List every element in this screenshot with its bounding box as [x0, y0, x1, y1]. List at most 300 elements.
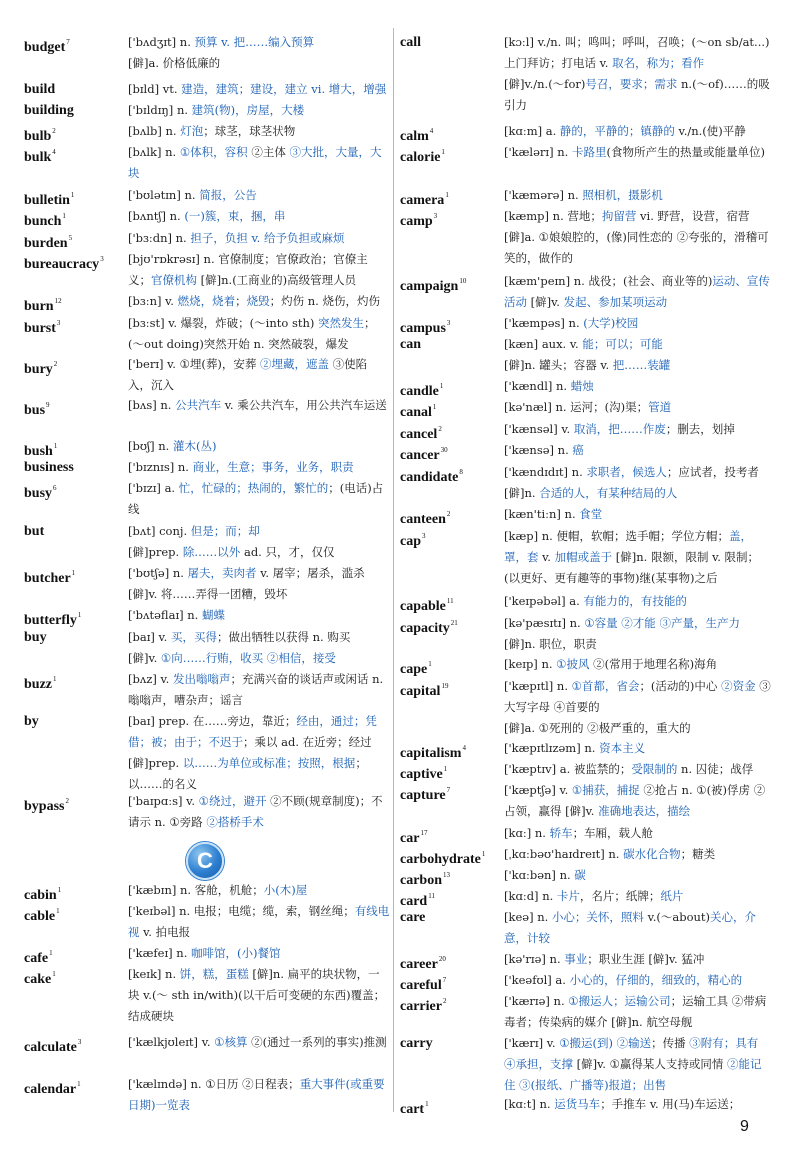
definition-text: ['kændl] n.	[504, 379, 571, 393]
headword-text: cancer	[400, 448, 440, 463]
definition	[128, 457, 390, 478]
definition-text: ；以……的名义	[128, 756, 367, 791]
headword	[400, 462, 463, 488]
headword-text: calorie	[400, 150, 441, 165]
headword-text: cafe	[24, 951, 49, 966]
definition-text: v. 屠宰；屠杀，滥杀 [僻]v. 将……弄得一团糟，毁坏	[128, 566, 365, 601]
key-meaning: ②埋藏，遮盖	[260, 357, 330, 371]
definition-text: [keɪp] n.	[504, 657, 557, 671]
frequency-count: 3	[422, 532, 426, 540]
frequency-count: 7	[66, 38, 70, 46]
definition	[504, 121, 772, 142]
headword	[24, 901, 60, 927]
definition	[504, 886, 772, 907]
key-meaning: 屠夫，卖肉者	[187, 566, 257, 580]
headword-text: camp	[400, 214, 433, 229]
definition	[504, 1094, 772, 1115]
headword-text: cap	[400, 534, 421, 549]
key-meaning: 合适的人，有某种结局的人	[539, 486, 678, 500]
headword-text: candidate	[400, 470, 459, 485]
key-meaning: 能；可以；可能	[582, 337, 663, 351]
definition	[128, 791, 390, 833]
frequency-count: 1	[441, 148, 445, 156]
headword-text: bury	[24, 362, 53, 377]
frequency-count: 9	[46, 401, 50, 409]
frequency-count: 6	[53, 484, 57, 492]
definition-text: ；糖类	[680, 847, 716, 861]
frequency-count: 1	[62, 212, 66, 220]
definition-text: [bɜːn] v.	[128, 294, 178, 308]
frequency-count: 11	[446, 597, 454, 605]
definition-text: ['kæpɪtl] n.	[504, 679, 572, 693]
definition-text: ，名片；纸牌；	[579, 889, 661, 903]
page-number: 9	[740, 1118, 749, 1135]
definition	[128, 142, 390, 184]
key-meaning: ①体积，容积	[179, 145, 248, 159]
key-meaning: 拘留营	[601, 209, 637, 223]
definition-text: ad. 只，才，仅仅	[240, 545, 335, 559]
headword	[400, 32, 421, 53]
frequency-count: 4	[429, 127, 434, 135]
frequency-count: 2	[442, 997, 447, 1005]
frequency-count: 7	[442, 976, 447, 984]
definition-text: [kɔːl] v./n. 叫；鸣叫；呼叫，召唤；(～on sb/at...)上门拜访；打电话 v.	[504, 35, 770, 70]
definition	[128, 880, 390, 901]
definition	[128, 121, 390, 142]
definition-text: ；乘以 ad. 在近旁；经过 [僻]prep.	[128, 735, 372, 770]
definition	[504, 654, 772, 675]
definition-text: ['kælɪndə] n. ①日历 ②日程表；	[128, 1077, 300, 1091]
key-meaning: 蝴蝶	[202, 608, 225, 622]
key-meaning: 盖，罩，套	[504, 529, 752, 564]
headword-text: bulletin	[24, 193, 70, 208]
definition	[128, 100, 390, 121]
definition-text: ；手推车 v. 用(马)车运送；	[600, 1097, 741, 1111]
headword-text: butterfly	[24, 613, 77, 628]
headword-text: campaign	[400, 279, 459, 294]
frequency-count: 11	[428, 892, 435, 900]
definition-text: n. 囚徒；战俘	[677, 762, 754, 776]
key-meaning: ③附有；具有 ④承担，支撑	[504, 1036, 759, 1071]
key-meaning: ①捕获，捕捉	[571, 783, 640, 797]
definition	[128, 228, 390, 249]
definition	[504, 613, 772, 655]
frequency-count: 3	[433, 212, 438, 220]
headword	[400, 526, 426, 552]
key-meaning: 公共汽车	[175, 398, 222, 412]
key-meaning: 经由，通过；凭借；被；由于；不迟于	[128, 714, 377, 749]
definition-text: [僻]v.	[128, 651, 161, 665]
key-meaning: 忙，忙碌的；热闹的，繁忙的	[178, 481, 329, 495]
definition-text: ['kæptʃə] v.	[504, 783, 572, 797]
definition-text: ['bʊlətɪn] n.	[128, 188, 200, 202]
definition-text: [kə'rɪə] n.	[504, 952, 565, 966]
key-meaning: 但是；而；却	[190, 524, 260, 538]
headword	[24, 313, 60, 339]
definition-text: ['kæfeɪ] n.	[128, 946, 192, 960]
definition-text: [僻]n. 罐头；容器 v.	[504, 358, 613, 372]
definition	[128, 79, 390, 100]
definition	[504, 865, 772, 886]
definition-text: [bʌntʃ] n.	[128, 209, 185, 223]
definition	[128, 436, 390, 457]
definition	[128, 478, 390, 520]
headword-text: camera	[400, 193, 445, 208]
definition	[128, 711, 390, 795]
frequency-count: 4	[52, 148, 56, 156]
key-meaning: ②资金	[721, 679, 756, 693]
key-meaning: 燃烧，烧着	[177, 294, 236, 308]
section-letter-badge: C	[186, 842, 224, 880]
headword-text: carbohydrate	[400, 852, 481, 867]
definition-text: ；灼伤 n. 烧伤，灼伤	[269, 294, 380, 308]
definition-text: ['keɪpəbəl] a.	[504, 594, 584, 608]
headword	[400, 780, 450, 806]
definition-text: ['keɪbəl] n. 电报；电缆；缆，索，钢丝绳；	[128, 904, 355, 918]
definition-text: v. 拍电报	[139, 925, 191, 939]
headword	[24, 1032, 81, 1058]
headword-text: candle	[400, 384, 439, 399]
definition-text: ③大写字母 ④首要的	[504, 679, 771, 714]
frequency-count: 1	[481, 850, 486, 858]
headword-text: campus	[400, 321, 446, 336]
definition-text: [僻]prep.	[128, 545, 183, 559]
frequency-count: 21	[450, 619, 458, 627]
definition	[504, 419, 772, 440]
definition	[504, 991, 772, 1033]
key-meaning: ①搬运(到) ②输送	[559, 1036, 652, 1050]
definition-text: v.	[538, 550, 555, 564]
definition-text: ['keəfʊl] a.	[504, 973, 570, 987]
definition-text: ；传播	[651, 1036, 690, 1050]
definition	[504, 440, 772, 461]
headword-text: bus	[24, 403, 46, 418]
key-meaning: 卡片	[556, 889, 580, 903]
headword	[24, 142, 56, 168]
headword	[400, 1033, 433, 1054]
frequency-count: 3	[77, 1038, 82, 1046]
definition-text: ；(电话)占线	[128, 481, 384, 516]
headword-text: by	[24, 714, 39, 729]
definition-text: ；职业生涯 [僻]v. 猛冲	[587, 952, 705, 966]
headword-text: build	[24, 82, 56, 97]
definition	[128, 291, 390, 312]
frequency-count: 2	[65, 797, 69, 805]
definition-text: [kæn'tiːn] n.	[504, 507, 580, 521]
definition-text: ['bʌtəflaɪ] n.	[128, 608, 202, 622]
definition-text: [bʌz] v.	[128, 672, 173, 686]
key-meaning: 除……以外	[182, 545, 241, 559]
headword	[24, 563, 75, 589]
definition-text: ；	[235, 294, 247, 308]
frequency-count: 1	[49, 949, 53, 957]
headword-text: cart	[400, 1102, 425, 1117]
definition	[128, 605, 390, 626]
headword	[400, 991, 446, 1017]
frequency-count: 1	[70, 191, 75, 199]
definition	[504, 591, 772, 612]
definition-text: [僻]a. 价格低廉的	[128, 56, 221, 70]
frequency-count: 2	[53, 360, 58, 368]
definition	[128, 964, 390, 1027]
key-meaning: 发出嗡嗡声	[173, 672, 231, 686]
key-meaning: (大学)校园	[583, 316, 639, 330]
definition-text: [baɪ] prep. 在……旁边，靠近；	[128, 714, 297, 728]
headword-text: canteen	[400, 512, 446, 527]
frequency-count: 1	[77, 1080, 81, 1088]
headword-text: care	[400, 910, 426, 925]
key-meaning: ①绕过，避开	[198, 794, 267, 808]
key-meaning: ①向……行贿，收买 ②相信，接受	[160, 651, 336, 665]
definition-text: ②不顾(规章制度)；不请示 n. ①旁路	[128, 794, 383, 829]
headword	[24, 478, 57, 504]
definition-text: ②主体	[247, 145, 290, 159]
definition	[504, 844, 772, 865]
definition	[128, 901, 390, 943]
key-meaning: 小心；关怀，照料	[551, 910, 644, 924]
key-meaning: 发起、参加某项运动	[563, 295, 668, 309]
headword-text: bureaucracy	[24, 257, 100, 272]
definition	[504, 823, 772, 844]
headword-text: carbon	[400, 873, 442, 888]
definition-text: [bʌs] n.	[128, 398, 176, 412]
headword-text: calendar	[24, 1082, 77, 1097]
frequency-count: 17	[420, 829, 428, 837]
key-meaning: 有线电视	[128, 904, 390, 939]
definition-text: n.(～of)……的吸引力	[504, 77, 770, 112]
definition-text: [bʌlk] n.	[128, 145, 180, 159]
definition	[504, 504, 772, 525]
definition	[504, 271, 772, 313]
key-meaning: 管道	[648, 400, 672, 414]
headword	[400, 676, 448, 702]
definition-text: [僻]n. 限额，限制 v. 限制；(以更好、更有趣等的事物)继(某事物)之后	[504, 550, 760, 585]
definition-text: v./n.(使)平静	[674, 124, 746, 138]
headword-text: call	[400, 35, 421, 50]
frequency-count: 1	[77, 611, 82, 619]
definition-text: v. 乘公共汽车，用公共汽车运送	[221, 398, 387, 412]
definition-text: ②(常用于地理名称)海角	[589, 657, 718, 671]
frequency-count: 1	[52, 970, 56, 978]
definition-text: [bɪld] vt.	[128, 82, 182, 96]
headword-text: bunch	[24, 214, 62, 229]
key-meaning: ①核算	[214, 1035, 248, 1049]
definition	[504, 738, 772, 759]
headword-text: buzz	[24, 677, 52, 692]
headword-text: careful	[400, 978, 442, 993]
frequency-count: 3	[100, 255, 104, 263]
definition-text: [keɪk] n.	[128, 967, 180, 981]
headword-text: cape	[400, 662, 428, 677]
key-meaning: 事业	[564, 952, 588, 966]
definition-text: [bjʊ'rɒkrəsɪ] n. 官僚制度；官僚政治；官僚主义；	[128, 252, 368, 287]
definition-text: ['kælərɪ] n.	[504, 145, 572, 159]
key-meaning: 运货马车	[554, 1097, 601, 1111]
definition	[504, 142, 772, 163]
headword-text: car	[400, 831, 420, 846]
headword	[24, 964, 56, 990]
key-meaning: ①首都，省会	[571, 679, 640, 693]
definition-text: [keə] n.	[504, 910, 552, 924]
column-divider	[393, 28, 394, 1112]
key-meaning: 准确地表达，描绘	[598, 804, 691, 818]
definition-text: ['bʌdʒɪt] n.	[128, 35, 195, 49]
definition-text: [kə'pæsɪtɪ] n.	[504, 616, 585, 630]
definition-text: ['baɪpɑːs] v.	[128, 794, 199, 808]
key-meaning: 受限制的	[631, 762, 678, 776]
definition-text: vi. 野营，设营，宿营 [僻]a. ①娘娘腔的，(像)同性恋的 ②夸张的，滑稽可笑的，做作的	[504, 209, 769, 265]
headword	[400, 1094, 429, 1120]
key-meaning: 小心的，仔细的，细致的，精心的	[569, 973, 743, 987]
frequency-count: 19	[441, 682, 449, 690]
headword-text: busy	[24, 486, 53, 501]
key-meaning: 关心，介意，计较	[504, 910, 757, 945]
definition-text: [kɑːt] n.	[504, 1097, 555, 1111]
definition-text: [bʌt] conj.	[128, 524, 191, 538]
headword-text: bush	[24, 444, 53, 459]
definition-text: ['kæmpəs] n.	[504, 316, 584, 330]
definition	[128, 563, 390, 605]
key-meaning: 突然发生	[318, 316, 365, 330]
frequency-count: 30	[440, 446, 448, 454]
key-meaning: 蜡烛	[570, 379, 594, 393]
definition-text: ；运输工具 ②带病毒者；传染病的媒介 [僻]n. 航空母舰	[504, 994, 767, 1029]
frequency-count: 1	[439, 382, 444, 390]
definition	[504, 949, 772, 970]
definition-text: ['bʊtʃə] n.	[128, 566, 188, 580]
frequency-count: 1	[445, 191, 449, 199]
key-meaning: 咖啡馆，(小)餐馆	[191, 946, 281, 960]
definition-text: [bʌlb] n.	[128, 124, 181, 138]
headword-text: calculate	[24, 1040, 77, 1055]
frequency-count: 7	[446, 786, 451, 794]
definition	[504, 676, 772, 739]
definition-text: ②(通过一系列的事实)推测	[247, 1035, 387, 1049]
definition-text: ['bɪldɪŋ] n.	[128, 103, 192, 117]
headword	[400, 613, 458, 639]
definition	[504, 376, 772, 397]
headword-text: carry	[400, 1036, 433, 1051]
headword-text: burden	[24, 236, 68, 251]
frequency-count: 1	[53, 442, 58, 450]
definition-text: [ˌkɑːbəʊ'haɪdreɪt] n.	[504, 847, 624, 861]
definition-text: [kæp] n. 便帽，软帽；选手帽；学位方帽；	[504, 529, 729, 543]
frequency-count: 2	[446, 510, 451, 518]
key-meaning: 灌木(丛)	[172, 439, 217, 453]
definition-text: ；车厢，载人舱	[572, 826, 654, 840]
definition-text: [bɜːst] v. 爆裂，炸破；(～into sth)	[128, 316, 319, 330]
headword-text: bulb	[24, 129, 52, 144]
definition-text: [kə'næl] n. 运河；(沟)渠；	[504, 400, 649, 414]
headword-text: cake	[24, 972, 52, 987]
definition	[504, 759, 772, 780]
headword	[24, 669, 57, 695]
frequency-count: 3	[56, 319, 61, 327]
headword-text: career	[400, 957, 438, 972]
definition-text: ['kɑːbən] n.	[504, 868, 575, 882]
headword	[24, 79, 55, 100]
key-meaning: 灯泡	[180, 124, 204, 138]
definition	[128, 1032, 390, 1053]
definition	[128, 185, 390, 206]
key-meaning: 食堂	[579, 507, 603, 521]
definition	[504, 334, 772, 376]
key-meaning: 取名，称为；看作	[612, 56, 705, 70]
definition-text: [kæmp] n. 营地；	[504, 209, 602, 223]
key-meaning: 纸片	[660, 889, 684, 903]
headword-text: burst	[24, 321, 56, 336]
headword-text: cable	[24, 909, 56, 924]
frequency-count: 13	[443, 871, 450, 879]
definition-text: ['berɪ] v. ①埋(葬)，安葬	[128, 357, 261, 371]
frequency-count: 12	[54, 297, 62, 305]
definition	[128, 32, 390, 74]
definition	[128, 627, 390, 669]
definition-text: ['kænsəl] v.	[504, 422, 574, 436]
frequency-count: 20	[438, 955, 446, 963]
definition	[128, 521, 390, 563]
key-meaning: 有能力的，有技能的	[583, 594, 687, 608]
definition	[504, 313, 772, 334]
frequency-count: 2	[438, 425, 442, 433]
frequency-count: 1	[428, 660, 432, 668]
definition-text: [kæn] aux. v.	[504, 337, 583, 351]
headword	[400, 907, 425, 928]
definition	[504, 397, 772, 418]
definition	[128, 354, 390, 396]
frequency-count: 1	[53, 675, 57, 683]
definition	[128, 669, 390, 711]
definition-text: ['kændɪdɪt] n.	[504, 465, 587, 479]
definition	[504, 185, 772, 206]
definition-text: ；应试者，投考者 [僻]n.	[504, 465, 759, 500]
frequency-count: 2	[52, 127, 56, 135]
definition-text: [僻]n. 职位，职责	[504, 637, 597, 651]
key-meaning: 商业，生意；事务，业务，职责	[192, 460, 354, 474]
key-meaning: 重大事件(或重要日期)一览表	[128, 1077, 385, 1112]
key-meaning: 运动、宣传活动	[504, 274, 770, 309]
key-meaning: ①搬运人；运输公司	[568, 994, 671, 1008]
key-meaning: 小(木)屋	[263, 883, 308, 897]
definition-text: ['kærɪ] v.	[504, 1036, 560, 1050]
key-meaning: ①披风	[556, 657, 590, 671]
frequency-count: 1	[432, 403, 437, 411]
definition	[504, 526, 772, 589]
headword-text: capitalism	[400, 746, 462, 761]
definition-text: [僻]v.	[527, 295, 564, 309]
definition	[504, 206, 772, 269]
definition-text: [kɑːm] a.	[504, 124, 560, 138]
definition-text: ['kænsə] n.	[504, 443, 573, 457]
frequency-count: 1	[71, 569, 76, 577]
definition-text: ['bɜːdn] n.	[128, 231, 191, 245]
headword-text: cancel	[400, 427, 438, 442]
definition	[128, 313, 390, 355]
definition-text: ；充满兴奋的谈话声或闲话 n. 嗡嗡声，嘈杂声；谣言	[128, 672, 384, 707]
frequency-count: 5	[68, 234, 73, 242]
headword	[400, 271, 466, 297]
key-meaning: 简报，公告	[199, 188, 257, 202]
headword	[400, 206, 437, 232]
definition-text: [僻]n.(工商业的)高级管理人员	[197, 273, 357, 287]
headword-text: canal	[400, 405, 432, 420]
key-meaning: 饼，糕，蛋糕	[179, 967, 249, 981]
definition-text: ；(活动的)中心	[639, 679, 722, 693]
frequency-count: 8	[459, 468, 463, 476]
definition	[504, 780, 772, 822]
key-meaning: ③大批，大量，大块	[128, 145, 382, 180]
key-meaning: 以……为单位或标准；按照，根据	[182, 756, 356, 770]
